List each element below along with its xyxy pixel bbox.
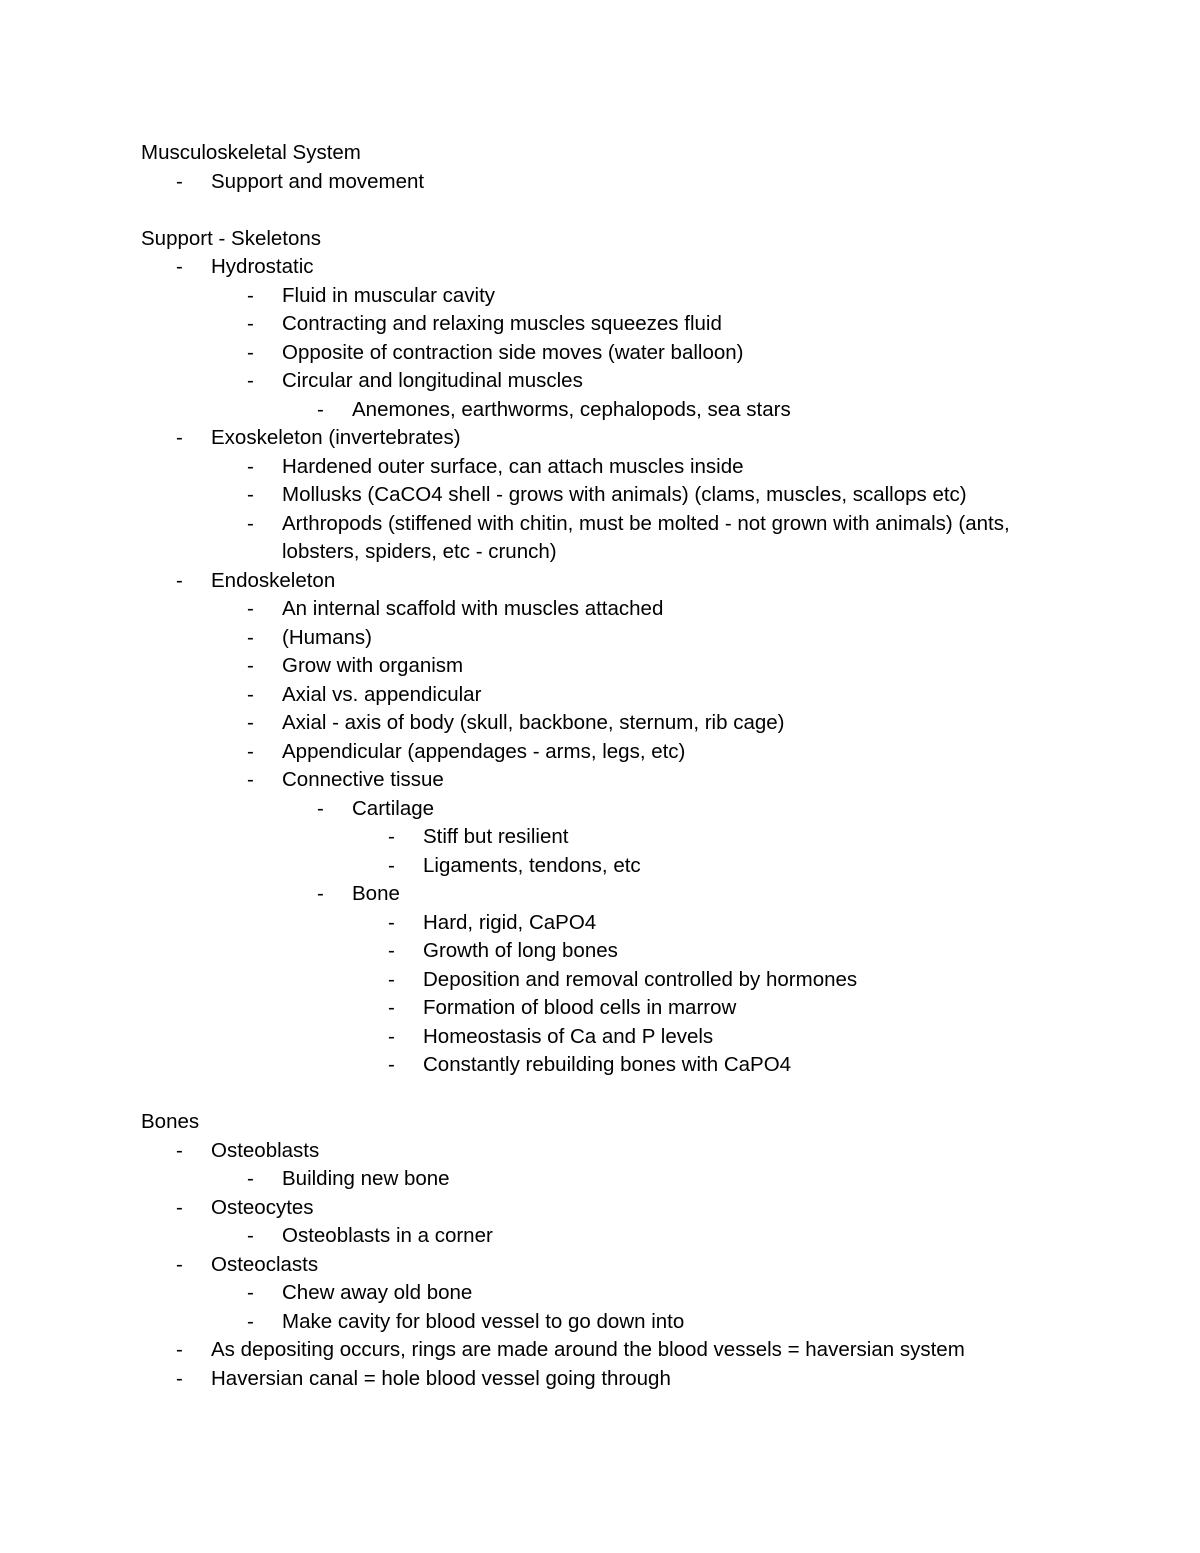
bullet-dash: - [176,169,183,193]
bullet-dash: - [247,1224,254,1247]
list-item-text: Constantly rebuilding bones with CaPO4 [423,1053,792,1076]
list-item [141,709,1081,738]
blank-line [141,1080,1081,1109]
bullet-dash: - [317,882,324,905]
list-item-text: Anemones, earthworms, cephalopods, sea stars [352,397,791,421]
bullet-dash: - [388,1024,395,1048]
list-item-text: Chew away old bone [282,1281,473,1304]
list-item [141,339,1081,368]
section-heading: Bones [141,1110,200,1133]
list-item [141,168,1081,197]
list-item-text: An internal scaffold with muscles attached [282,597,664,620]
list-item [141,1023,1081,1052]
list-item [141,567,1081,596]
list-item-text: Appendicular (appendages - arms, legs, etc) [282,739,686,763]
bullet-dash: - [176,1138,183,1162]
bullet-dash: - [388,910,395,934]
bullet-dash: - [247,682,254,706]
bullet-dash: - [247,654,254,677]
list-item [141,481,1081,510]
bullet-dash: - [388,939,395,962]
list-item-text: Exoskeleton (invertebrates) [211,426,461,449]
bullet-dash: - [247,1281,254,1304]
blank-line [141,196,1081,225]
list-item [141,1051,1081,1080]
list-item [141,766,1081,795]
document-body [141,139,1081,1393]
bullet-dash: - [247,312,254,335]
list-item [141,1194,1081,1223]
list-item [141,396,1081,425]
bullet-dash: - [247,597,254,620]
list-item-text: Axial vs. appendicular [282,682,482,706]
list-item-text: Contracting and relaxing muscles squeezes fluid [282,312,722,335]
bullet-dash: - [247,768,254,791]
list-item-text: Haversian canal = hole blood vessel going through [211,1366,671,1390]
list-item [141,595,1081,624]
bullet-dash: - [247,283,254,307]
bullet-dash: - [247,1167,254,1190]
list-item-text: Endoskeleton [211,568,336,592]
bullet-dash: - [176,255,183,278]
list-item-text: Homeostasis of Ca and P levels [423,1024,714,1048]
list-item-text: Osteocytes [211,1195,314,1219]
list-item [141,738,1081,767]
list-item [141,253,1081,282]
bullet-dash: - [388,996,395,1019]
list-item [141,795,1081,824]
list-item [141,1137,1081,1166]
bullet-dash: - [247,340,254,364]
bullet-dash: - [247,369,254,392]
list-item-text: Ligaments, tendons, etc [423,853,641,877]
list-item [141,681,1081,710]
list-item-text: Grow with organism [282,654,464,677]
bullet-dash: - [176,1338,183,1361]
bullet-dash: - [388,825,395,848]
list-item-text: Cartilage [352,796,435,820]
list-item-text: Stiff but resilient [423,825,569,848]
list-item-text: Mollusks (CaCO4 shell - grows with animals) (clams, muscles, scallops etc) [282,483,967,506]
list-item-text: Growth of long bones [423,939,618,962]
list-item [141,310,1081,339]
list-item [141,909,1081,938]
list-item-text: Formation of blood cells in marrow [423,996,737,1019]
list-item [141,880,1081,909]
list-item-text: Opposite of contraction side moves (water balloon) [282,340,744,364]
list-item-text: Deposition and removal controlled by hormones [423,967,858,991]
list-item [141,1279,1081,1308]
bullet-dash: - [388,967,395,991]
list-item [141,652,1081,681]
list-item-text: Osteoblasts in a corner [282,1224,493,1247]
list-item-text: Osteoclasts [211,1252,319,1276]
bullet-dash: - [247,1309,254,1333]
list-item [141,453,1081,482]
list-item-text: Hard, rigid, CaPO4 [423,910,597,934]
list-item [141,1365,1081,1394]
list-item-text: Hardened outer surface, can attach muscles inside [282,454,744,478]
list-item-text: Support and movement [211,169,425,193]
list-item-text: Bone [352,882,400,905]
list-item [141,1336,1081,1365]
bullet-dash: - [247,483,254,506]
bullet-dash: - [176,1195,183,1219]
list-item-text: As depositing occurs, rings are made around the blood vessels = haversian system [211,1338,965,1361]
bullet-dash: - [176,1366,183,1390]
list-item-text: Fluid in muscular cavity [282,283,496,307]
list-item-text: Building new bone [282,1167,450,1190]
list-item [141,367,1081,396]
list-item [141,282,1081,311]
list-item-text: Connective tissue [282,768,444,791]
list-item [141,1308,1081,1337]
bullet-dash: - [247,625,254,649]
list-item [141,937,1081,966]
list-item-text: Make cavity for blood vessel to go down into [282,1309,685,1333]
bullet-dash: - [247,739,254,763]
list-item-text: Osteoblasts [211,1138,320,1162]
list-item [141,424,1081,453]
list-item-text: Hydrostatic [211,255,314,278]
bullet-dash: - [247,711,254,734]
bullet-dash: - [247,511,254,535]
bullet-dash: - [176,568,183,592]
list-item [141,852,1081,881]
list-item [141,1165,1081,1194]
list-item-text: (Humans) [282,625,372,649]
bullet-dash: - [317,796,324,820]
bullet-dash: - [317,397,324,421]
list-item-text: Circular and longitudinal muscles [282,369,583,392]
section-heading: Support - Skeletons [141,226,322,250]
list-item [141,1251,1081,1280]
list-item-text: Axial - axis of body (skull, backbone, sternum, rib cage) [282,711,785,734]
bullet-dash: - [247,454,254,478]
bullet-dash: - [388,1053,395,1076]
list-item-text: Arthropods (stiffened with chitin, must be molted - not grown with animals) (ants, lobsters, spiders, etc - crunch) [282,511,1010,563]
list-item [141,823,1081,852]
bullet-dash: - [388,853,395,877]
list-item [141,1222,1081,1251]
list-item [141,994,1081,1023]
list-item [141,966,1081,995]
list-item [141,624,1081,653]
bullet-dash: - [176,426,183,449]
section-heading: Musculoskeletal System [141,141,361,164]
bullet-dash: - [176,1252,183,1276]
list-item [141,510,1081,567]
